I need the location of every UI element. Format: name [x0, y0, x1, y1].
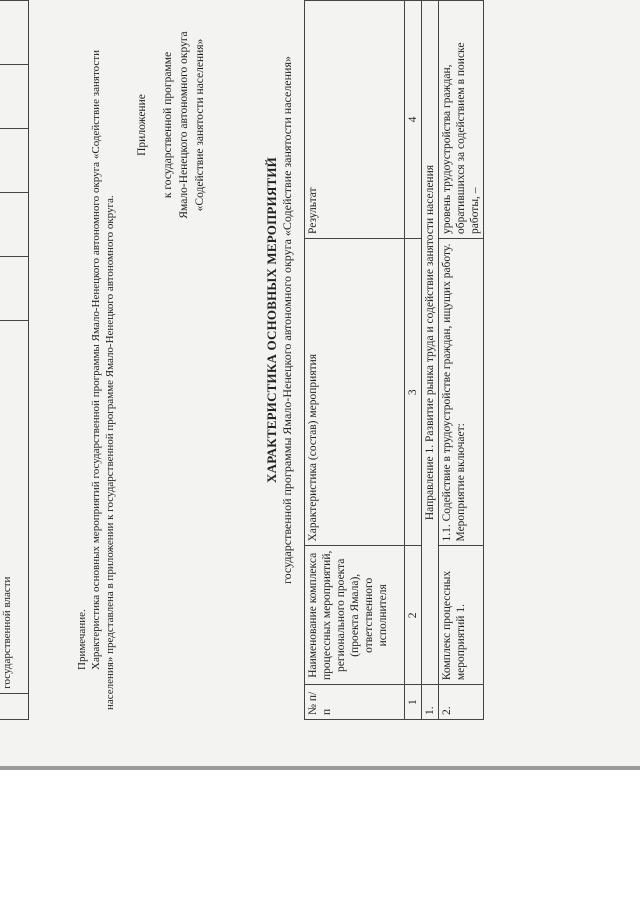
- section-num: 1.: [422, 685, 439, 720]
- table-cell: [0, 193, 29, 257]
- row-description-line: 1.1. Содействие в трудоустройстве граждан, ищущих работу.: [441, 243, 453, 542]
- appendix-line: к государственной программе: [162, 51, 174, 199]
- heading-title: ХАРАКТЕРИСТИКА ОСНОВНЫХ МЕРОПРИЯТИЙ: [264, 157, 279, 483]
- numbering-cell: 3: [405, 239, 422, 547]
- table-cell: [0, 1, 29, 65]
- numbering-cell: 2: [405, 546, 422, 685]
- table-cell: [0, 129, 29, 193]
- table-header-row: [305, 1, 405, 720]
- table-row: [0, 1, 29, 720]
- numbering-cell: 1: [405, 685, 422, 720]
- row-name: Комплекс процессных мероприятий 1.: [439, 546, 484, 685]
- header-description: Характеристика (состав) мероприятия: [305, 239, 405, 547]
- appendix-block: [134, 0, 208, 255]
- row-description: [439, 239, 484, 547]
- table-cell: государственной власти: [0, 321, 29, 693]
- row-description-line: Мероприятие включает:: [455, 423, 467, 542]
- header-num: № п/п: [305, 685, 405, 720]
- summary-table: [0, 0, 29, 720]
- table-cell: [0, 693, 29, 719]
- row-num: 2.: [439, 685, 484, 720]
- section-title: Направление 1. Развитие рынка труда и содействие занятости населения: [422, 1, 439, 685]
- numbering-row: [405, 1, 422, 720]
- table-row: [439, 1, 484, 720]
- scan-edge: [0, 766, 640, 770]
- document-heading: [264, 0, 295, 680]
- note-text: Характеристика основных мероприятий государственной программы Ямало-Ненецкого автономного округа «Содействие занятости населения» представлена в приложении к государственной программе Ямало-Ненецкого автономного округа.: [90, 50, 116, 710]
- note-block: [75, 50, 117, 710]
- table-cell: [0, 65, 29, 129]
- numbering-cell: 4: [405, 1, 422, 239]
- appendix-title: Приложение: [136, 94, 148, 156]
- appendix-line: «Содействие занятости населения»: [194, 38, 206, 212]
- table-cell: [0, 257, 29, 321]
- appendix-line: Ямало-Ненецкого автономного округа: [178, 31, 190, 219]
- header-result: Результат: [305, 1, 405, 239]
- header-name: Наименование комплекса процессных мероприятий, регионального проекта (проекта Ямала), ответственного исполнителя: [305, 546, 405, 685]
- heading-subtitle: государственной программы Ямало-Ненецкого автономного округа «Содействие занятости населения»: [280, 55, 294, 585]
- section-row: [422, 1, 439, 720]
- row-result: уровень трудоустройства граждан, обратившихся за содействием в поиске работы, –: [439, 1, 484, 239]
- note-title: Примечание.: [76, 609, 88, 670]
- measures-table: [304, 0, 484, 720]
